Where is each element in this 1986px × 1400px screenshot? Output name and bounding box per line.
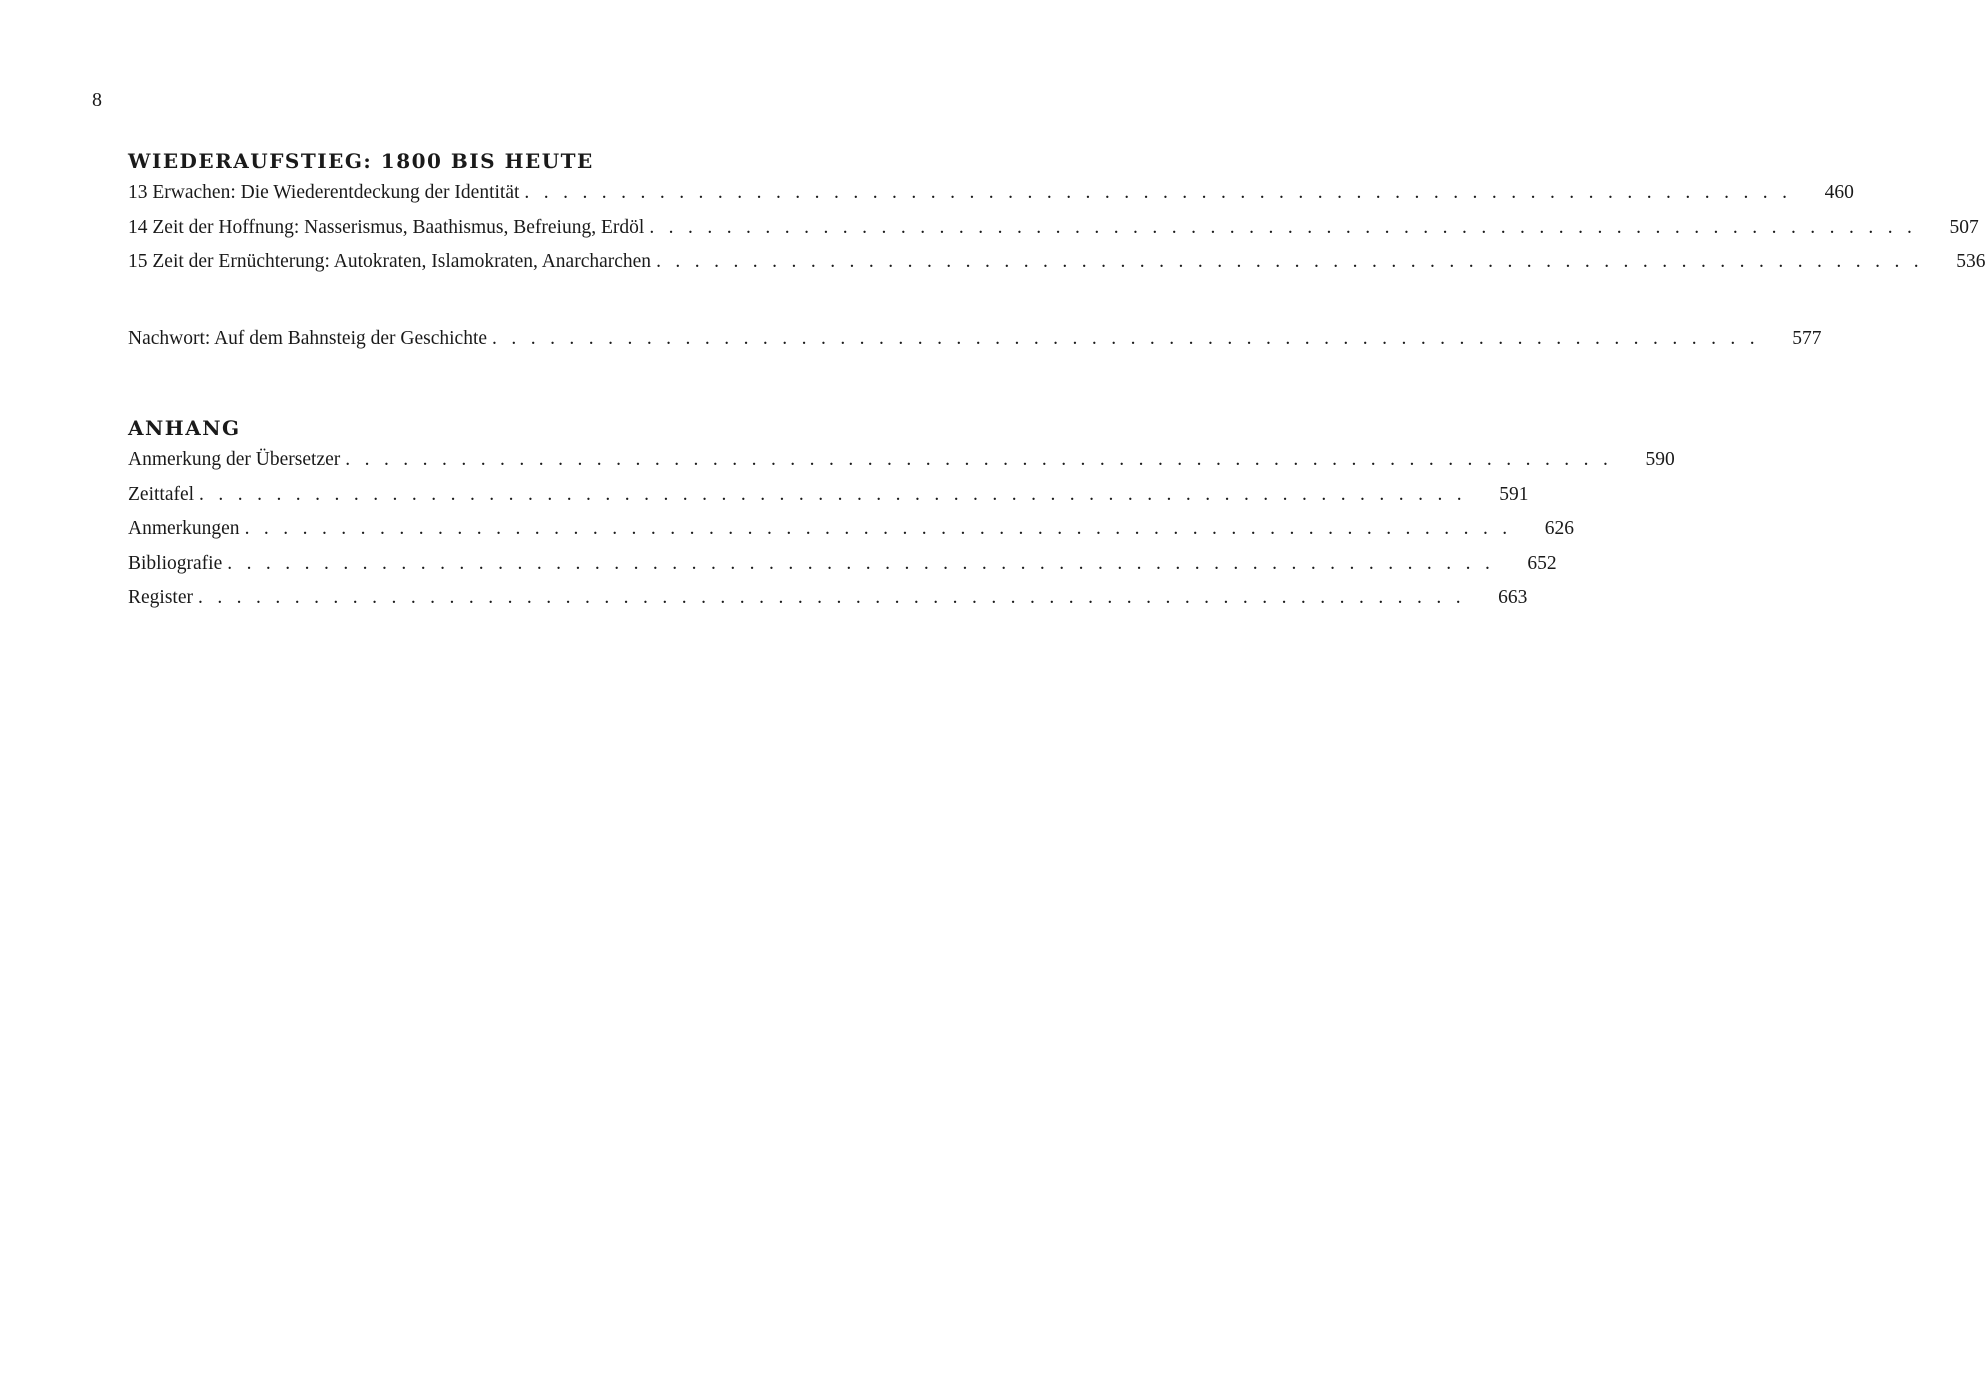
toc-entry-label: Register	[128, 587, 193, 608]
section-heading-anhang: ANHANG	[128, 416, 241, 440]
toc-entry-page: 507	[1949, 216, 1979, 238]
toc-entry-chapter-13	[128, 176, 1854, 211]
toc-entry-label: Anmerkungen	[128, 518, 240, 539]
dot-leader: . . . . . . . . . . . . . . . . . . . . . . . . . . . . . . . . . . . . . . . . . . . . . . . . . . . . . . . . . . . . . . . . . .	[227, 552, 1495, 574]
toc-entry-anmerkung-uebersetzer	[128, 443, 1675, 478]
page-number: 8	[92, 89, 102, 111]
toc-entry-label: 15 Zeit der Ernüchterung: Autokraten, Islamokraten, Anarcharchen	[128, 251, 652, 272]
toc-entry-label: Zeittafel	[128, 483, 195, 505]
toc-entry-afterword	[128, 322, 1822, 357]
toc-entry-label: 14 Zeit der Hoffnung: Nasserismus, Baathismus, Befreiung, Erdöl	[128, 216, 645, 238]
toc-entry-chapter-15	[128, 245, 1986, 280]
dot-leader: . . . . . . . . . . . . . . . . . . . . . . . . . . . . . . . . . . . . . . . . . . . . . . . . . . . . . . . . . . . . . . . . . .	[649, 216, 1917, 238]
section-heading-wiederaufstieg: WIEDERAUFSTIEG: 1800 BIS HEUTE	[128, 149, 594, 173]
toc-entry-page: 590	[1645, 449, 1675, 470]
toc-entry-label: Anmerkung der Übersetzer	[128, 449, 341, 470]
toc-entry-page: 591	[1499, 483, 1529, 505]
toc-entry-page: 577	[1792, 327, 1822, 349]
dot-leader: . . . . . . . . . . . . . . . . . . . . . . . . . . . . . . . . . . . . . . . . . . . . . . . . . . . . . . . . . . . . . . . . . .	[492, 327, 1760, 349]
toc-entry-anmerkungen	[128, 512, 1574, 547]
toc-entry-page: 652	[1527, 552, 1557, 574]
toc-entry-page: 663	[1498, 587, 1528, 608]
toc-entry-label: Nachwort: Auf dem Bahnsteig der Geschichte	[128, 327, 488, 349]
dot-leader: . . . . . . . . . . . . . . . . . . . . . . . . . . . . . . . . . . . . . . . . . . . . . . . . . . . . . . . . . . . . . . . . . .	[197, 587, 1466, 608]
toc-entry-page: 536	[1956, 251, 1986, 272]
dot-leader: . . . . . . . . . . . . . . . . . . . . . . . . . . . . . . . . . . . . . . . . . . . . . . . . . . . . . . . . . . . . . . . . . .	[244, 518, 1512, 539]
toc-entry-page: 460	[1824, 182, 1854, 203]
toc-entry-label: Bibliografie	[128, 552, 223, 574]
dot-leader: . . . . . . . . . . . . . . . . . . . . . . . . . . . . . . . . . . . . . . . . . . . . . . . . . . . . . . . . . . . . . . . . . .	[524, 182, 1792, 203]
dot-leader: . . . . . . . . . . . . . . . . . . . . . . . . . . . . . . . . . . . . . . . . . . . . . . . . . . . . . . . . . . . . . . . . . .	[656, 251, 1924, 272]
toc-entry-label: 13 Erwachen: Die Wiederentdeckung der Identität	[128, 182, 520, 203]
toc-entry-zeittafel	[128, 478, 1529, 513]
toc-entry-bibliografie	[128, 547, 1557, 582]
toc-entry-register	[128, 581, 1528, 616]
toc-entry-page: 626	[1544, 518, 1574, 539]
table-of-contents	[128, 146, 1986, 616]
dot-leader: . . . . . . . . . . . . . . . . . . . . . . . . . . . . . . . . . . . . . . . . . . . . . . . . . . . . . . . . . . . . . . . . . .	[345, 449, 1613, 470]
dot-leader: . . . . . . . . . . . . . . . . . . . . . . . . . . . . . . . . . . . . . . . . . . . . . . . . . . . . . . . . . . . . . . . . . .	[199, 483, 1467, 505]
toc-entry-chapter-14	[128, 211, 1979, 246]
